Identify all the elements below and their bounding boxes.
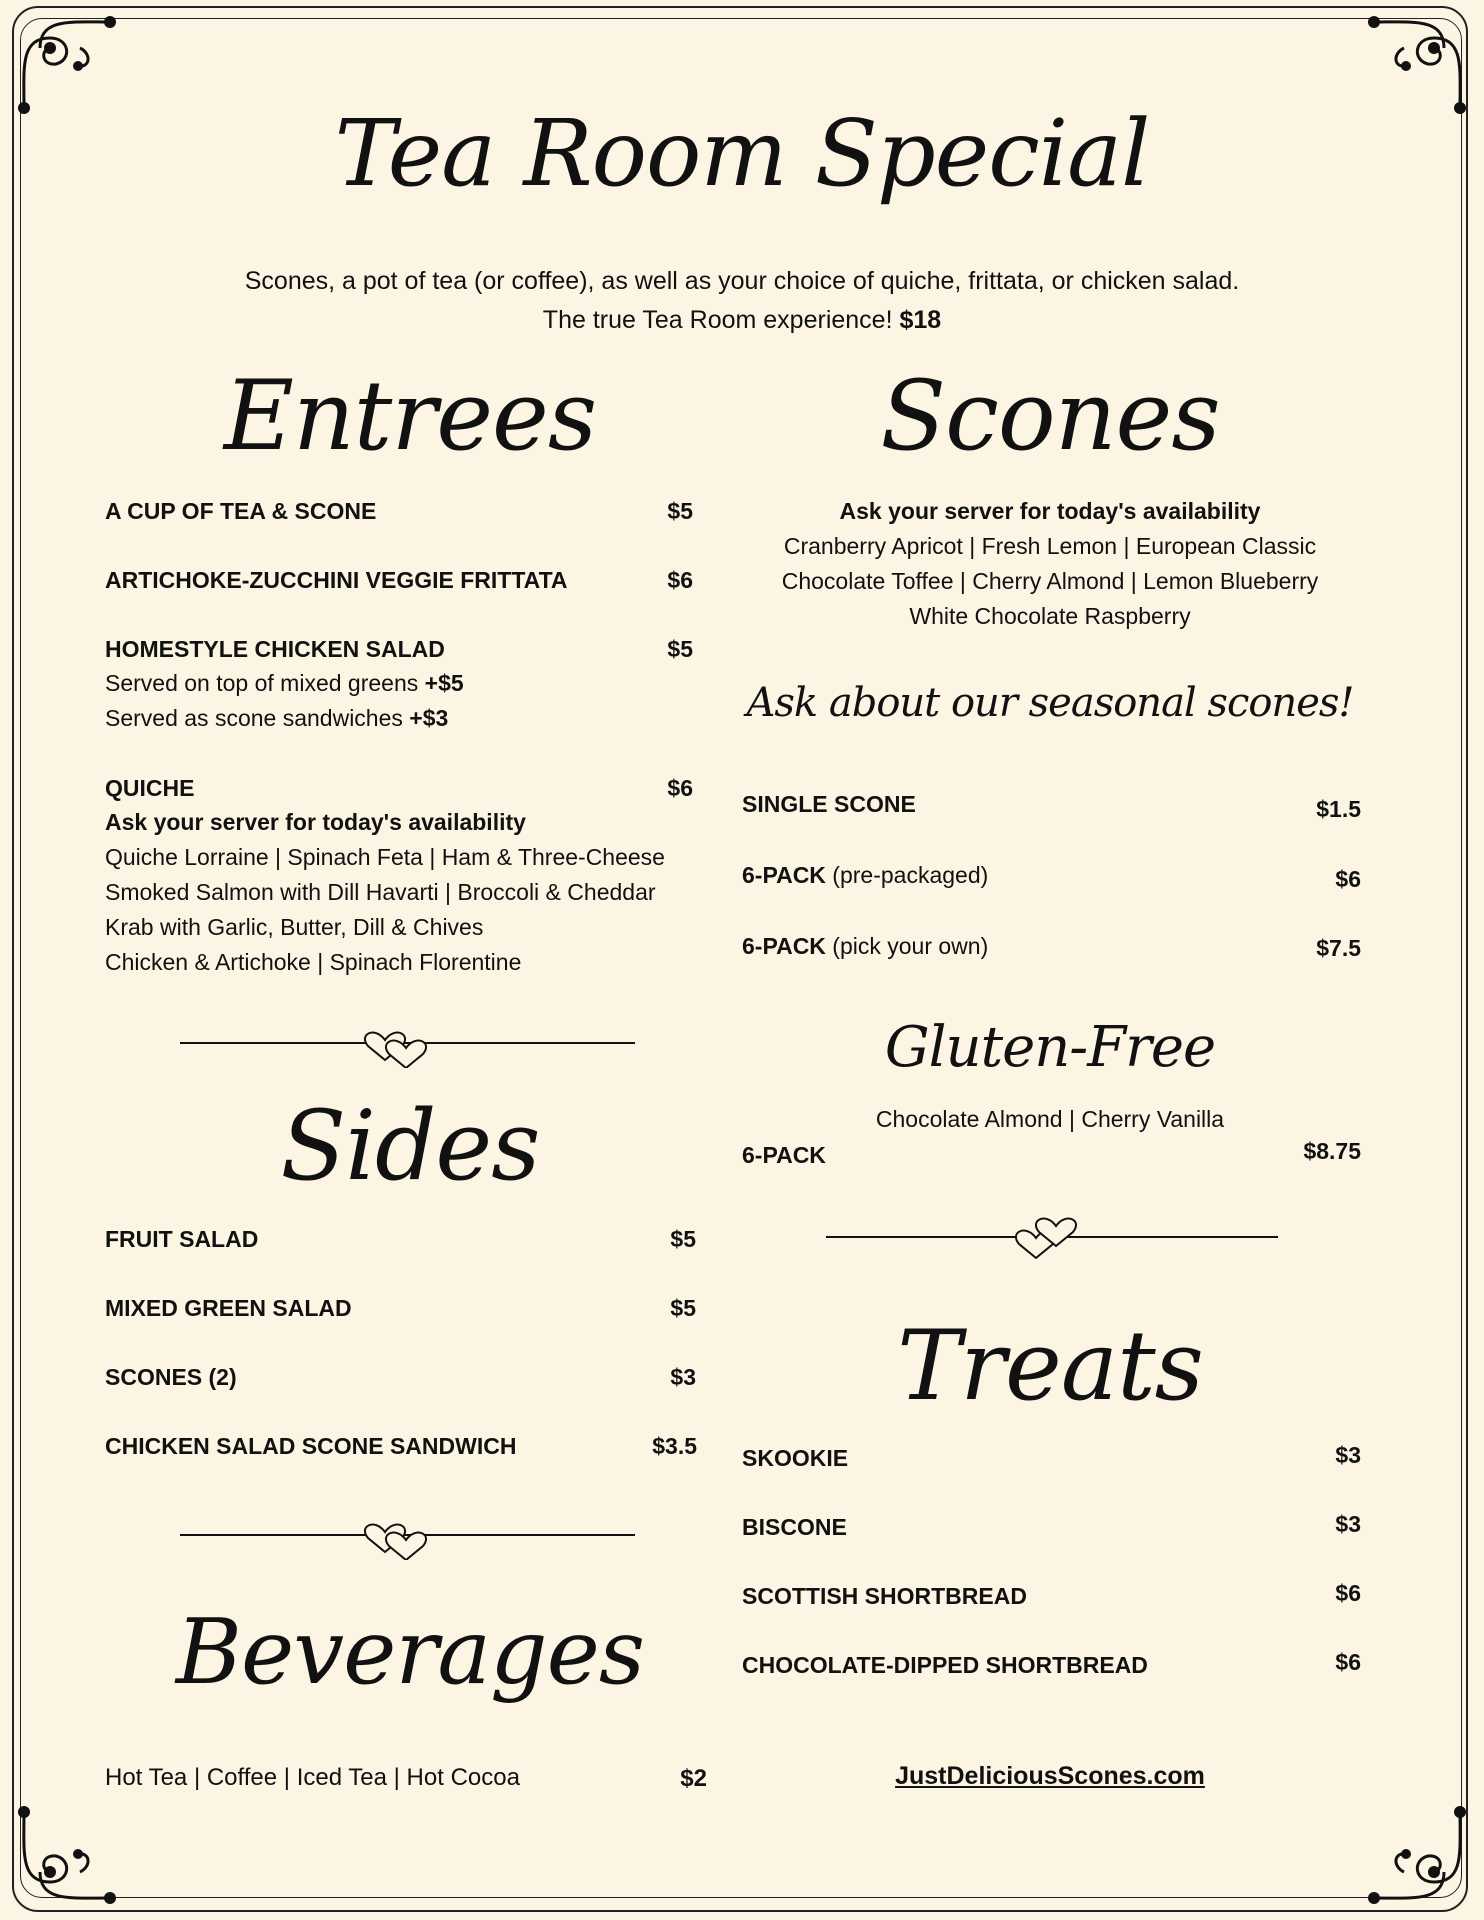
scone-item-name: 6-PACK bbox=[742, 933, 826, 959]
gluten-free-item-name: 6-PACK bbox=[742, 1142, 826, 1168]
scone-flavor-line: Chocolate Toffee | Cherry Almond | Lemon Blueberry bbox=[781, 568, 1319, 594]
quiche-availability-note: Ask your server for today's availability bbox=[105, 809, 526, 835]
intro-text bbox=[0, 262, 1484, 340]
treat-item-price: $3 bbox=[1335, 1442, 1361, 1468]
hearts-divider-icon bbox=[180, 1018, 635, 1068]
treat-item-price: $3 bbox=[1335, 1511, 1361, 1537]
entree-item-name: QUICHE bbox=[105, 775, 195, 801]
entree-item-name: A CUP OF TEA & SCONE bbox=[105, 498, 377, 524]
sides-heading: Sides bbox=[280, 1090, 540, 1202]
beverages-list: Hot Tea | Coffee | Iced Tea | Hot Cocoa bbox=[105, 1764, 520, 1791]
treat-item-name: BISCONE bbox=[742, 1514, 847, 1540]
gluten-free-heading: Gluten-Free bbox=[884, 1015, 1216, 1080]
intro-price: $18 bbox=[899, 306, 942, 334]
quiche-flavor-line: Krab with Garlic, Butter, Dill & Chives bbox=[105, 914, 484, 940]
quiche-details bbox=[105, 805, 665, 980]
chicken-salad-options bbox=[105, 666, 464, 736]
treat-item-price: $6 bbox=[1335, 1580, 1361, 1606]
chicken-option bbox=[105, 666, 464, 701]
chicken-option-text: Served as scone sandwiches bbox=[105, 705, 403, 731]
side-item-price: $3 bbox=[670, 1364, 696, 1390]
chicken-option-text: Served on top of mixed greens bbox=[105, 670, 419, 696]
side-item-name: FRUIT SALAD bbox=[105, 1226, 259, 1252]
intro-line-2-text: The true Tea Room experience! bbox=[542, 306, 893, 334]
entree-item-name: ARTICHOKE-ZUCCHINI VEGGIE FRITTATA bbox=[105, 567, 568, 593]
chicken-option-price: +$5 bbox=[424, 670, 464, 696]
treats-heading: Treats bbox=[897, 1310, 1203, 1422]
intro-line-1: Scones, a pot of tea (or coffee), as well as your choice of quiche, frittata, or chicken salad. bbox=[244, 267, 1240, 295]
side-item-price: $3.5 bbox=[652, 1433, 697, 1459]
entree-item-price: $5 bbox=[667, 636, 693, 662]
seasonal-scones-note: Ask about our seasonal scones! bbox=[746, 680, 1354, 726]
scone-item bbox=[742, 791, 916, 818]
side-item-name: SCONES (2) bbox=[105, 1364, 237, 1390]
treat-item-name: SKOOKIE bbox=[742, 1445, 849, 1471]
entree-item-price: $6 bbox=[667, 567, 693, 593]
quiche-flavor-line: Chicken & Artichoke | Spinach Florentine bbox=[105, 949, 522, 975]
side-item-price: $5 bbox=[670, 1295, 696, 1321]
side-item-price: $5 bbox=[670, 1226, 696, 1252]
quiche-flavor-line: Quiche Lorraine | Spinach Feta | Ham & Three-Cheese bbox=[105, 844, 665, 870]
scone-item-price: $6 bbox=[1335, 866, 1361, 892]
chicken-option bbox=[105, 701, 464, 736]
side-item-name: MIXED GREEN SALAD bbox=[105, 1295, 352, 1321]
scone-flavors bbox=[730, 494, 1370, 634]
website-link[interactable]: JustDeliciousScones.com bbox=[895, 1762, 1205, 1790]
scone-flavor-line: White Chocolate Raspberry bbox=[909, 603, 1191, 629]
corner-flourish-icon bbox=[10, 1802, 120, 1912]
beverages-price: $2 bbox=[680, 1765, 707, 1792]
scone-item-name: 6-PACK bbox=[742, 862, 826, 888]
scone-flavor-line: Cranberry Apricot | Fresh Lemon | European Classic bbox=[783, 533, 1317, 559]
scone-item-detail: (pre-packaged) bbox=[825, 862, 989, 888]
scone-item bbox=[742, 862, 988, 889]
scone-item-price: $7.5 bbox=[1316, 935, 1361, 961]
quiche-flavor-line: Smoked Salmon with Dill Havarti | Broccoli & Cheddar bbox=[105, 879, 656, 905]
scone-item bbox=[742, 933, 988, 960]
scone-item-name: SINGLE SCONE bbox=[742, 791, 916, 817]
entree-item-name: HOMESTYLE CHICKEN SALAD bbox=[105, 636, 445, 662]
scones-heading: Scones bbox=[880, 360, 1220, 472]
chicken-option-price: +$3 bbox=[409, 705, 449, 731]
gluten-free-flavors: Chocolate Almond | Cherry Vanilla bbox=[875, 1106, 1225, 1132]
entree-item-price: $5 bbox=[667, 498, 693, 524]
corner-flourish-icon bbox=[1364, 1802, 1474, 1912]
treat-item-price: $6 bbox=[1335, 1649, 1361, 1675]
hearts-divider-icon bbox=[826, 1212, 1278, 1262]
hearts-divider-icon bbox=[180, 1510, 635, 1560]
gluten-free-item-price: $8.75 bbox=[1303, 1138, 1361, 1164]
treat-item-name: SCOTTISH SHORTBREAD bbox=[742, 1583, 1027, 1609]
entrees-heading: Entrees bbox=[223, 360, 597, 472]
side-item-name: CHICKEN SALAD SCONE SANDWICH bbox=[105, 1433, 517, 1459]
scone-item-price: $1.5 bbox=[1316, 796, 1361, 822]
entree-item-price: $6 bbox=[667, 775, 693, 801]
beverages-heading: Beverages bbox=[175, 1600, 645, 1705]
scone-item-detail: (pick your own) bbox=[825, 933, 989, 959]
scones-availability-note: Ask your server for today's availability bbox=[839, 498, 1261, 524]
intro-line-2 bbox=[0, 301, 1484, 340]
page-title: Tea Room Special bbox=[334, 100, 1150, 207]
treat-item-name: CHOCOLATE-DIPPED SHORTBREAD bbox=[742, 1652, 1148, 1678]
